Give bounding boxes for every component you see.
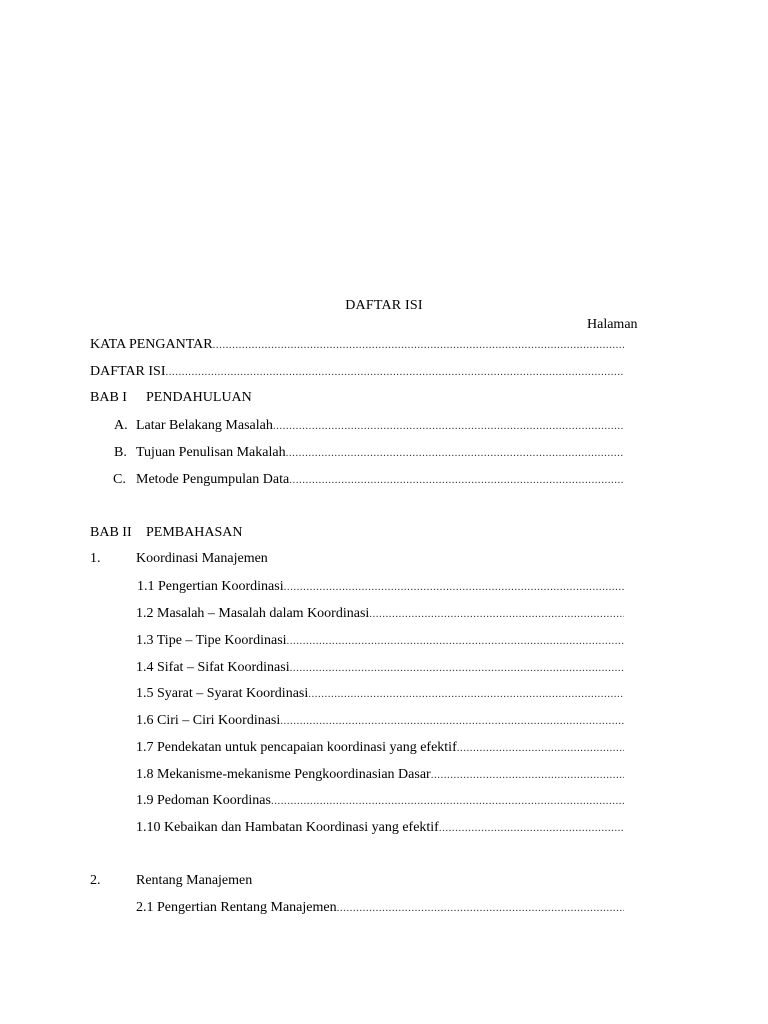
dot-leader — [271, 791, 624, 811]
toc-entry[interactable] — [136, 738, 624, 758]
dot-leader — [273, 416, 624, 436]
toc-entry-label: 1.9 Pedoman Koordinas — [136, 793, 271, 808]
toc-entry-label: 2.1 Pengertian Rentang Manajemen — [136, 900, 337, 915]
toc-entry[interactable] — [136, 684, 624, 704]
toc-entry[interactable] — [136, 818, 624, 838]
item-marker: A. — [114, 418, 128, 433]
toc-entry-kata-pengantar[interactable] — [90, 335, 624, 355]
toc-entry-label: Latar Belakang Masalah — [136, 418, 273, 433]
toc-entry-label: 1.1 Pengertian Koordinasi — [137, 579, 284, 594]
toc-entry-label: Metode Pengumpulan Data — [136, 472, 290, 487]
dot-leader — [369, 604, 624, 624]
toc-entry-label: 1.4 Sifat – Sifat Koordinasi — [136, 660, 290, 675]
dot-leader — [337, 898, 624, 918]
page-title: DAFTAR ISI — [345, 298, 423, 313]
dot-leader — [457, 738, 624, 758]
toc-entry-metode[interactable] — [136, 470, 624, 490]
dot-leader — [166, 362, 625, 382]
toc-entry[interactable] — [137, 577, 624, 597]
chapter-title: PEMBAHASAN — [146, 525, 243, 540]
toc-entry-label: DAFTAR ISI — [90, 364, 166, 379]
dot-leader — [286, 443, 624, 463]
dot-leader — [280, 711, 624, 731]
toc-entry[interactable] — [136, 658, 624, 678]
toc-entry-tujuan-penulisan[interactable] — [136, 443, 624, 463]
toc-entry-label: 1.7 Pendekatan untuk pencapaian koordinasi yang efektif — [136, 740, 457, 755]
toc-entry-label: 1.6 Ciri – Ciri Koordinasi — [136, 713, 281, 728]
section-marker: 2. — [90, 873, 101, 888]
page-column-header: Halaman — [587, 317, 638, 332]
dot-leader — [431, 765, 624, 785]
dot-leader — [284, 577, 624, 597]
section-marker: 1. — [90, 551, 101, 566]
dot-leader — [308, 684, 624, 704]
toc-entry-label: 1.10 Kebaikan dan Hambatan Koordinasi yang efektif — [136, 820, 439, 835]
dot-leader — [439, 818, 624, 838]
chapter-number: BAB I — [90, 390, 127, 405]
item-marker: C. — [113, 472, 126, 487]
dot-leader — [289, 470, 624, 490]
toc-entry[interactable] — [136, 765, 624, 785]
dot-leader — [290, 658, 624, 678]
toc-entry-label: KATA PENGANTAR — [90, 337, 213, 352]
toc-entry[interactable] — [136, 604, 624, 624]
dot-leader — [213, 335, 624, 355]
item-marker: B. — [114, 445, 127, 460]
toc-entry-label: 1.2 Masalah – Masalah dalam Koordinasi — [136, 606, 370, 621]
toc-entry-daftar-isi[interactable] — [90, 362, 624, 382]
toc-entry-label: 1.8 Mekanisme-mekanisme Pengkoordinasian Dasar — [136, 767, 431, 782]
chapter-number: BAB II — [90, 525, 132, 540]
toc-entry[interactable] — [136, 631, 624, 651]
toc-entry-label: 1.3 Tipe – Tipe Koordinasi — [136, 633, 287, 648]
dot-leader — [287, 631, 624, 651]
toc-entry-label: Tujuan Penulisan Makalah — [136, 445, 286, 460]
toc-entry[interactable] — [136, 791, 624, 811]
section-title: Rentang Manajemen — [136, 873, 253, 888]
section-title: Koordinasi Manajemen — [136, 551, 268, 566]
toc-entry[interactable] — [136, 898, 624, 918]
toc-entry-latar-belakang[interactable] — [136, 416, 624, 436]
toc-entry-label: 1.5 Syarat – Syarat Koordinasi — [136, 686, 309, 701]
toc-entry[interactable] — [136, 711, 624, 731]
chapter-title: PENDAHULUAN — [146, 390, 252, 405]
